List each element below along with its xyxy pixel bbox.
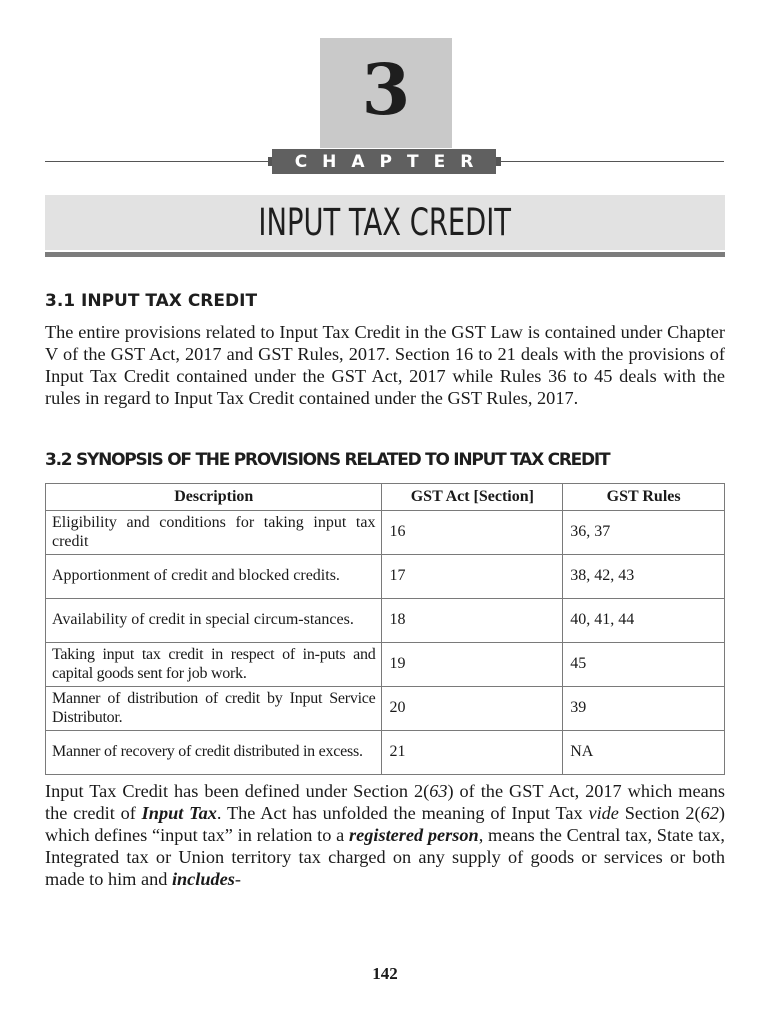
chapter-number-box: [320, 38, 452, 148]
table-row: [46, 511, 725, 555]
row-section: 17: [382, 555, 563, 599]
row-section: 20: [382, 687, 563, 731]
row-description: Eligibility and conditions for taking input tax credit: [46, 511, 382, 555]
row-section: 19: [382, 643, 563, 687]
italic-vide: vide: [588, 802, 619, 823]
text-run: -: [234, 868, 242, 889]
table-row: [46, 731, 725, 775]
section-3-1-paragraph: The entire provisions related to Input Tax Credit in the GST Law is contained under Chapter V of the GST Act, 2017 and GST Rules, 2017. Section 16 to 21 deals with the provisions of Input Tax Credit contained under the GST Act, 2017 while Rules 36 to 45 deals with the rules in regard to Input Tax Credit contained under the GST Rules, 2017.: [45, 322, 725, 408]
table-row: [46, 687, 725, 731]
row-description: Manner of recovery of credit distributed in excess.: [46, 731, 382, 775]
row-rules: 39: [563, 687, 725, 731]
row-description: Manner of distribution of credit by Input Service Distributor.: [46, 687, 382, 731]
row-rules: 45: [563, 643, 725, 687]
row-rules: 40, 41, 44: [563, 599, 725, 643]
row-section: 21: [382, 731, 563, 775]
text-run: ) of the GST Act, 2017 which means the credit of: [45, 781, 725, 823]
text-run: Section 2(: [618, 802, 701, 823]
row-rules: 36, 37: [563, 511, 725, 555]
header-description: Description: [46, 484, 382, 511]
text-run: , means the Central tax, State tax, Integrated tax or Union territory tax charged on any supply of goods or services or both made to him and: [45, 824, 725, 889]
input-tax-definition-paragraph: [45, 781, 725, 891]
section-heading-3-2: 3.2 SYNOPSIS OF THE PROVISIONS RELATED TO INPUT TAX CREDIT: [45, 450, 610, 470]
table-row: [46, 643, 725, 687]
chapter-label: CHAPTER: [294, 151, 489, 172]
row-description: Availability of credit in special circum-stances.: [46, 599, 382, 643]
table-row: [46, 599, 725, 643]
emphasis-input-tax: Input Tax: [141, 802, 217, 823]
row-section: 16: [382, 511, 563, 555]
text-run: . The Act has unfolded the meaning of Input Tax: [216, 802, 589, 823]
italic-text: 63: [429, 781, 448, 801]
chapter-label-bar: [272, 149, 496, 174]
header-gst-rules: GST Rules: [563, 484, 725, 511]
emphasis-includes: includes: [171, 868, 235, 889]
text-run: Input Tax Credit has been defined under Section 2(: [45, 781, 430, 801]
table-header-row: [46, 484, 725, 511]
text-run: ) which defines “input tax” in relation to a: [45, 802, 725, 845]
emphasis-registered-person: registered person: [349, 824, 479, 845]
row-description: Taking input tax credit in respect of in-puts and capital goods sent for job work.: [46, 643, 382, 687]
chapter-rule-cap-right: [496, 157, 501, 166]
chapter-number: 3: [361, 48, 411, 131]
chapter-title: INPUT TAX CREDIT: [258, 201, 512, 244]
italic-text: 62: [700, 802, 719, 823]
chapter-title-underline: [45, 252, 725, 257]
row-section: 18: [382, 599, 563, 643]
chapter-rule-right: [496, 161, 724, 162]
section-heading-3-1: 3.1 INPUT TAX CREDIT: [45, 291, 258, 311]
page-number: 142: [372, 964, 398, 983]
chapter-rule-left: [45, 161, 273, 162]
chapter-title-band: [45, 195, 725, 250]
synopsis-table: [45, 483, 725, 775]
header-gst-act: GST Act [Section]: [382, 484, 563, 511]
table-row: [46, 555, 725, 599]
row-description: Apportionment of credit and blocked credits.: [46, 555, 382, 599]
row-rules: NA: [563, 731, 725, 775]
row-rules: 38, 42, 43: [563, 555, 725, 599]
